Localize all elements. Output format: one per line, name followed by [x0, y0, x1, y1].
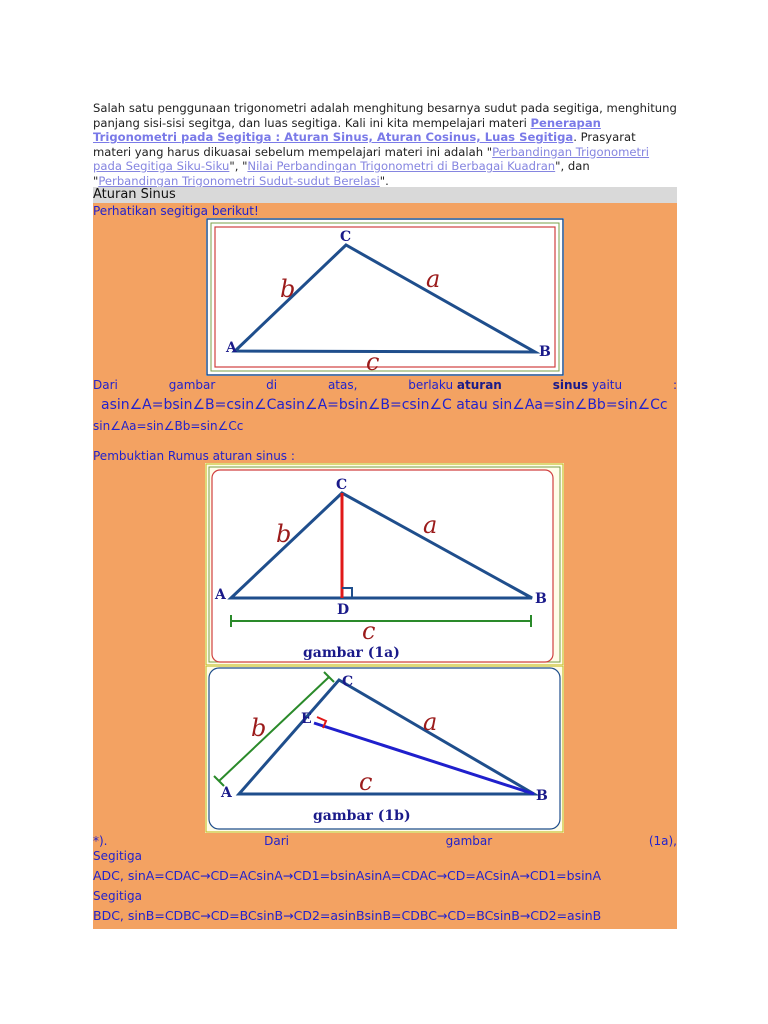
- vertex-label-c: C: [336, 477, 348, 493]
- word: Dari: [93, 378, 118, 392]
- word-sinus: sinus yaitu: [552, 378, 623, 392]
- vertex-label-b: B: [539, 344, 551, 360]
- vertex-label-c: C: [342, 674, 354, 690]
- link-perbandingan-siku[interactable]: Perbandingan Trigonometri pada Segitiga Siku-Siku: [93, 144, 650, 173]
- intro-text-2: . Prasyarat materi yang harus dikuasai sebelum mempelajari materi ini adalah ": [93, 130, 636, 159]
- intro-text-5: ".: [379, 173, 389, 188]
- pembuktian-text: Pembuktian Rumus aturan sinus :: [93, 449, 295, 463]
- vertex-label-a: A: [226, 340, 237, 356]
- word-berlaku: berlaku aturan: [408, 378, 502, 392]
- intro-paragraph: [93, 101, 677, 188]
- side-label-a: a: [423, 708, 438, 736]
- word: atas,: [327, 378, 358, 392]
- adc-formula: ADC, sinA=CDAC→CD=ACsinA→CD1=bsinAsinA=CDAC→CD=ACsinA→CD1=bsinA: [93, 868, 602, 883]
- segitiga-label-1: Segitiga: [93, 849, 142, 863]
- caption-gambar-1b: gambar (1b): [313, 808, 411, 824]
- intro-text-1: Salah satu penggunaan trigonometri adalah menghitung besarnya sudut pada segitiga, menghitung panjang sisi-sisi segitga, dan luas segitiga. Kali ini kita mempelajari materi: [93, 101, 677, 130]
- segitiga-label-2: Segitiga: [93, 889, 142, 903]
- side-label-c: c: [362, 617, 376, 645]
- link-sudut-berelasi[interactable]: Perbandingan Trigonometri Sudut-sudut Berelasi: [98, 173, 380, 188]
- word: :: [672, 378, 677, 392]
- proof-line: [93, 834, 677, 848]
- word: (1a),: [648, 834, 677, 848]
- vertex-label-a: A: [215, 587, 226, 603]
- side-label-a: a: [426, 265, 441, 293]
- figure-triangle-abc: [206, 218, 564, 376]
- word: gambar: [445, 834, 493, 848]
- side-label-b: b: [280, 275, 296, 303]
- vertex-label-b: B: [535, 591, 547, 607]
- vertex-label-a: A: [221, 785, 232, 801]
- caption-gambar-1a: gambar (1a): [303, 645, 400, 661]
- word: Dari: [264, 834, 289, 848]
- side-label-a: a: [423, 511, 438, 539]
- vertex-label-c: C: [340, 229, 352, 245]
- link-nilai-kuadran[interactable]: Nilai Perbandingan Trigonometri di Berbagai Kuadran: [247, 159, 556, 173]
- sine-rule-formula-small: sin∠Aa=sin∠Bb=sin∠Cc: [93, 419, 244, 433]
- vertex-label-e: E: [301, 711, 312, 727]
- sine-rule-formula: asin∠A=bsin∠B=csin∠Casin∠A=bsin∠B=csin∠C atau sin∠Aa=sin∠Bb=sin∠Cc: [101, 397, 668, 413]
- word: di: [266, 378, 278, 392]
- intro-text-3: ", ": [229, 159, 248, 173]
- vertex-label-d: D: [337, 602, 350, 618]
- intro-text-4: ", dan ": [93, 159, 590, 188]
- vertex-label-b: B: [536, 788, 548, 804]
- bdc-formula: BDC, sinB=CDBC→CD=BCsinB→CD2=asinBsinB=CDBC→CD=BCsinB→CD2=asinB: [93, 908, 602, 923]
- side-label-c: c: [359, 768, 373, 796]
- side-label-b: b: [276, 520, 292, 548]
- side-label-c: c: [366, 348, 380, 376]
- side-label-b: b: [251, 714, 267, 742]
- perhatikan-text: Perhatikan segitiga berikut!: [93, 204, 259, 218]
- word: *).: [93, 834, 108, 848]
- figure-gambar-1a: [205, 463, 564, 666]
- figure-gambar-1b: [205, 666, 564, 833]
- link-penerapan-trigonometri[interactable]: Penerapan Trigonometri pada Segitiga : Aturan Sinus, Aturan Cosinus, Luas Segitiga: [93, 115, 601, 144]
- word: gambar: [168, 378, 216, 392]
- section-title-aturan-sinus: Aturan Sinus: [93, 187, 677, 203]
- content-panel: [93, 203, 677, 929]
- dari-gambar-line: [93, 378, 677, 392]
